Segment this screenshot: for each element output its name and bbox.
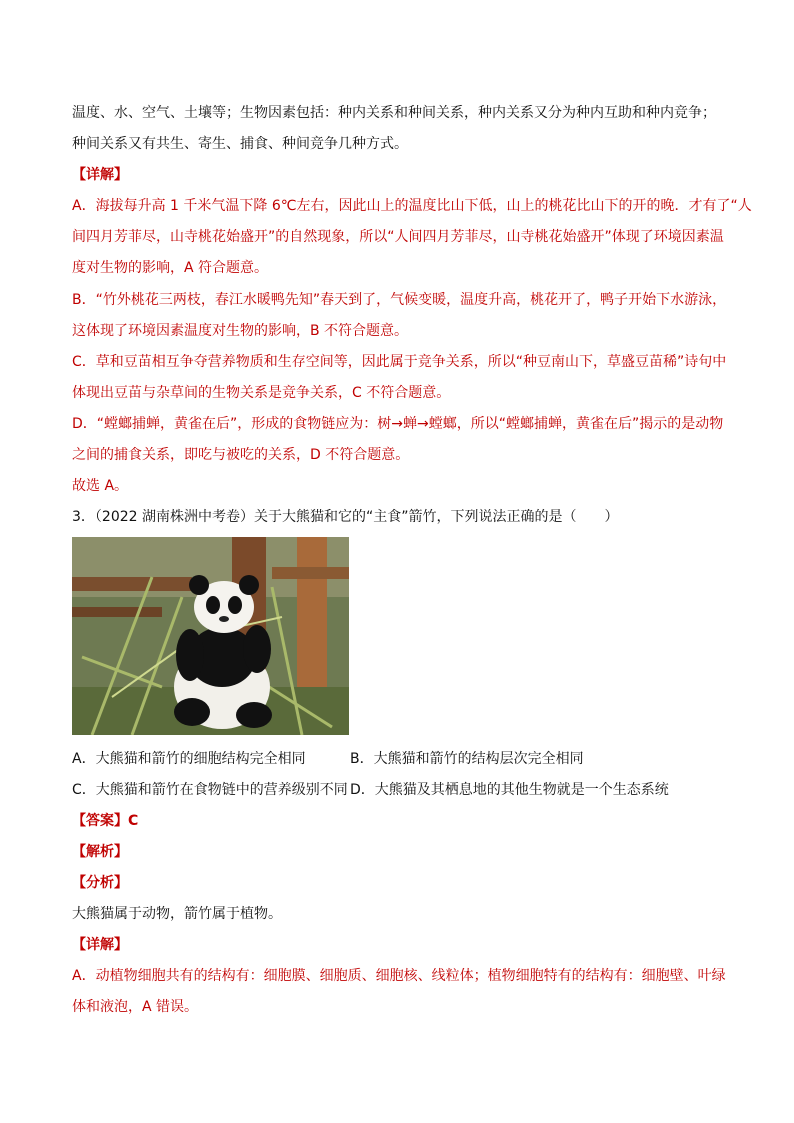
answer-label: 【答案】C <box>72 813 139 829</box>
detail-a-line-2: 间四月芳菲尽，山寺桃花始盛开”的自然现象，所以“人间四月芳菲尽，山寺桃花始盛开”体现了环境因素温 <box>72 229 724 245</box>
option-d: D．大熊猫及其栖息地的其他生物就是一个生态系统 <box>350 782 669 798</box>
panda-photo <box>72 537 349 735</box>
detail-b-line-1: B．“竹外桃花三两枝，春江水暖鸭先知”春天到了，气候变暖，温度升高，桃花开了，鸭子开始下水游泳， <box>72 292 727 308</box>
detail-heading: 【详解】 <box>72 167 128 183</box>
detail-heading-2: 【详解】 <box>72 937 128 953</box>
detail-a-line-3: 度对生物的影响，A 符合题意。 <box>72 260 269 276</box>
detail2-a-line-2: 体和液泡，A 错误。 <box>72 999 199 1015</box>
detail-b-line-2: 这体现了环境因素温度对生物的影响，B 不符合题意。 <box>72 323 409 339</box>
detail2-a-line-1: A．动植物细胞共有的结构有：细胞膜、细胞质、细胞核、线粒体；植物细胞特有的结构有：细胞壁、叶绿 <box>72 968 726 984</box>
detail-d-line-1: D．“螳螂捕蝉，黄雀在后”，形成的食物链应为：树→蝉→螳螂，所以“螳螂捕蝉，黄雀在后”揭示的是动物 <box>72 416 724 432</box>
detail-c-line-1: C．草和豆苗相互争夺营养物质和生存空间等，因此属于竞争关系，所以“种豆南山下，草盛豆苗稀”诗句中 <box>72 354 727 370</box>
option-b: B．大熊猫和箭竹的结构层次完全相同 <box>350 751 584 767</box>
prev-analysis-line-2: 种间关系又有共生、寄生、捕食、种间竞争几种方式。 <box>72 136 408 152</box>
fenxi-heading: 【分析】 <box>72 875 128 891</box>
detail-d-line-2: 之间的捕食关系，即吃与被吃的关系，D 不符合题意。 <box>72 447 410 463</box>
answer-select-a: 故选 A。 <box>72 478 129 494</box>
question-3-stem: 3．（2022 湖南株洲中考卷）关于大熊猫和它的“主食”箭竹，下列说法正确的是（ ） <box>72 509 619 525</box>
fenxi-text: 大熊猫属于动物，箭竹属于植物。 <box>72 906 282 922</box>
detail-a-line-1: A．海拔每升高 1 千米气温下降 6℃左右，因此山上的温度比山下低，山上的桃花比山下的开的晚．才有了“人 <box>72 198 752 214</box>
panda-eating-bamboo-image <box>72 537 349 735</box>
option-c: C．大熊猫和箭竹在食物链中的营养级别不同 <box>72 782 348 798</box>
detail-c-line-2: 体现出豆苗与杂草间的生物关系是竞争关系，C 不符合题意。 <box>72 385 451 401</box>
option-a: A．大熊猫和箭竹的细胞结构完全相同 <box>72 751 306 767</box>
analysis-heading: 【解析】 <box>72 844 128 860</box>
prev-analysis-line-1: 温度、水、空气、土壤等；生物因素包括：种内关系和种间关系，种内关系又分为种内互助和种内竞争； <box>72 105 716 121</box>
